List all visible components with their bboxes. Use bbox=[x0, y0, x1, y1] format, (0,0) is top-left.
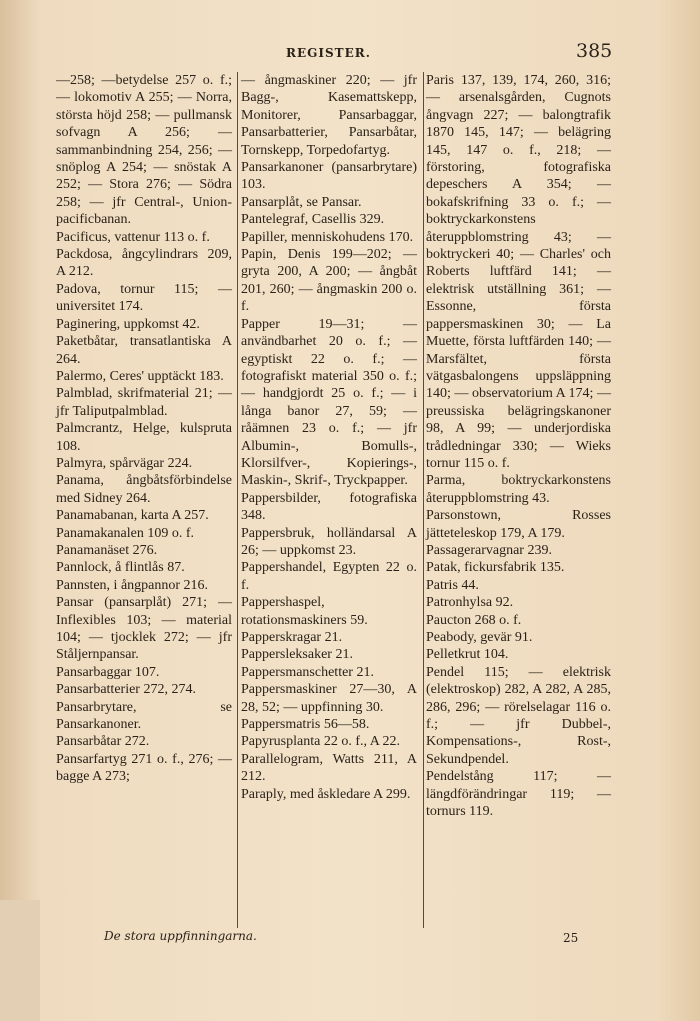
index-column-1 bbox=[56, 72, 232, 786]
index-entry: Pansarfartyg 271 o. f., 276; — bagge A 273; bbox=[56, 751, 232, 785]
index-entry: Pappersmaskiner 27—30, A 28, 52; — uppfinning 30. bbox=[241, 682, 417, 715]
index-entry: Papyrusplanta 22 o. f., A 22. bbox=[241, 734, 401, 750]
index-entry: Papperskragar 21. bbox=[241, 630, 343, 645]
index-entry: Pansarkanoner (pansarbrytare) 103. bbox=[241, 160, 417, 193]
index-entry: Palmblad, skrifmaterial 21; — jfr Taliputpalmblad. bbox=[56, 386, 232, 419]
index-entry: Pacificus, vattenur 113 o. f. bbox=[56, 229, 210, 245]
index-entry: Pappershandel, Egypten 22 o. f. bbox=[241, 560, 417, 593]
index-entry: Pannlock, å flintlås 87. bbox=[56, 560, 185, 576]
index-entry: Passagerarvagnar 239. bbox=[426, 542, 552, 558]
signature-mark: De stora uppfinningarna. bbox=[104, 929, 257, 943]
sheet-number: 25 bbox=[563, 931, 579, 945]
page-footer bbox=[0, 929, 700, 949]
column-divider bbox=[423, 72, 424, 928]
index-entry: — ångmaskiner 220; — jfr Bagg-, Kasemattskepp, Monitorer, Pansarbaggar, Pansarbatterier, Pansarbåtar, Tornskepp, Torpedofartyg. bbox=[241, 73, 417, 158]
index-entry: Packdosa, ångcylindrars 209, A 212. bbox=[56, 247, 232, 280]
index-entry: Paris 137, 139, 174, 260, 316; — arsenalsgården, Cugnots ångvagn 227; — balongtrafik 1870 145, 147; — belägring 145, 147 o. f., 218; — förstoring, fotografiska depeschers A 354; — bokafskrifning 33 o. f.; — boktryckarkonstens återuppblomstring 43; — boktryckeri 40; — Charles' och Roberts luftfärd 141; — elektrisk utställning 361; — Essonne, första pappersmaskinen 30; — La Muette, första luftfärden 140; — Marsfältet, första vätgasbalongens uppsläppning 140; — observatorium A 174; — preussiska belägringskanoner 98, A 99; — underjordiska trådledningar 330; — Wieks tornur 115 o. f. bbox=[426, 73, 611, 471]
index-entry: Peabody, gevär 91. bbox=[426, 630, 533, 645]
index-entry: Padova, tornur 115; — universitet 174. bbox=[56, 281, 232, 315]
index-entry: Panamabanan, karta A 257. bbox=[56, 508, 209, 524]
index-entry: Paginering, uppkomst 42. bbox=[56, 316, 200, 332]
index-entry: Pansarbåtar 272. bbox=[56, 734, 150, 750]
index-entry: Patak, fickursfabrik 135. bbox=[426, 560, 565, 576]
index-entry: Pappersmatris 56—58. bbox=[241, 717, 370, 733]
index-entry: Papiller, menniskohudens 170. bbox=[241, 229, 414, 245]
index-entry: Pappersmanschetter 21. bbox=[241, 664, 374, 680]
index-entry: Pantelegraf, Casellis 329. bbox=[241, 212, 385, 228]
index-entry: —258; —betydelse 257 o. f.; — lokomotiv A 255; — Norra, största höjd 258; — pullmansk sofvagn A 256; — sammanbindning 254, 256; — snöplog A 254; — snöstak A 252; — Stora 276; — Södra 258; — jfr Central-, Union-pacificbanan. bbox=[56, 73, 232, 228]
index-entry: Pendel 115; — elektrisk (elektroskop) 282, A 282, A 285, 286, 296; — rörelselagar 116 o. f.; — jfr Dubbel-, Kompensations-, Rost-, Sekundpendel. bbox=[426, 664, 611, 767]
index-entry: Palmyra, spårvägar 224. bbox=[56, 455, 193, 471]
index-entry: Pendelstång 117; — längdförändringar 119; — tornurs 119. bbox=[426, 769, 611, 820]
index-entry: Palmcrantz, Helge, kulspruta 108. bbox=[56, 421, 232, 454]
index-entry: Papin, Denis 199—202; — gryta 200, A 200; — ångbåt 201, 260; — ångmaskin 200 o. f. bbox=[241, 247, 417, 315]
index-column-3 bbox=[426, 72, 611, 820]
index-entry: Pappershaspel, rotationsmaskiners 59. bbox=[241, 595, 368, 628]
index-entry: Pansar (pansarplåt) 271; — Inflexibles 103; — material 104; — tjocklek 272; — jfr Stålјernpansar. bbox=[56, 595, 232, 663]
index-entry: Parma, boktryckarkonstens återuppblomstring 43. bbox=[426, 473, 611, 506]
index-entry: Pansarbrytare, se Pansarkanoner. bbox=[56, 699, 232, 733]
running-title: REGISTER. bbox=[286, 46, 371, 60]
index-entry: Pansarbaggar 107. bbox=[56, 664, 160, 680]
column-divider bbox=[237, 72, 238, 928]
index-entry: Pappersbilder, fotografiska 348. bbox=[241, 490, 417, 524]
index-entry: Panama, ångbåtsförbindelse med Sidney 264. bbox=[56, 473, 232, 506]
index-entry: Paraply, med åskledare A 299. bbox=[241, 786, 411, 802]
index-entry: Patronhylsa 92. bbox=[426, 595, 514, 611]
index-entry: Parsonstown, Rosses jätteteleskop 179, A 179. bbox=[426, 508, 611, 541]
index-entry: Paketbåtar, transatlantiska A 264. bbox=[56, 334, 232, 367]
index-entry: Papper 19—31; — användbarhet 20 o. f.; — egyptiskt 22 o. f.; — fotografiskt material 350 o. f.; — handgjordt 25 o. f.; — i långa banor 27, 59; — råämnen 23 o. f.; — jfr Albumin-, Bomulls-, Klorsilfver-, Kopierings-, Maskin-, Skrif-, Tryckpapper. bbox=[241, 316, 417, 489]
index-column-2 bbox=[241, 72, 417, 803]
index-entry: Pansarplåt, se Pansar. bbox=[241, 194, 362, 210]
page-header bbox=[0, 40, 700, 64]
index-entry: Palermo, Ceres' upptäckt 183. bbox=[56, 368, 224, 384]
page-edge-stain bbox=[0, 900, 40, 1021]
page-number: 385 bbox=[576, 40, 613, 62]
index-entry: Panamanäset 276. bbox=[56, 542, 158, 558]
index-entry: Parallelogram, Watts 211, A 212. bbox=[241, 751, 417, 785]
index-entry: Pappersleksaker 21. bbox=[241, 647, 353, 663]
index-entry: Paucton 268 o. f. bbox=[426, 612, 522, 628]
index-entry: Pappersbruk, holländarsal A 26; — uppkomst 23. bbox=[241, 525, 417, 558]
index-entry: Patris 44. bbox=[426, 577, 479, 593]
index-entry: Panamakanalen 109 o. f. bbox=[56, 525, 195, 541]
index-entry: Pansarbatterier 272, 274. bbox=[56, 682, 196, 698]
index-entry: Pannsten, i ångpannor 216. bbox=[56, 577, 209, 593]
index-entry: Pelletkrut 104. bbox=[426, 647, 509, 663]
